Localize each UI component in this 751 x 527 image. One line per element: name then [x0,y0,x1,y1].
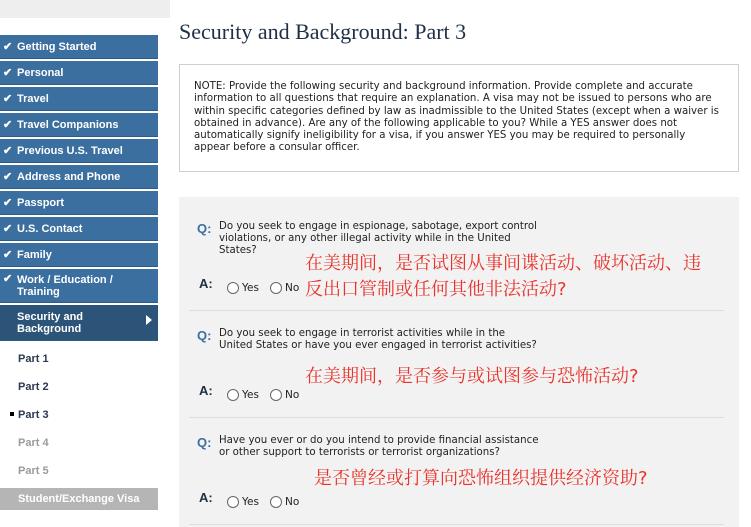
sidebar-item-label: Family [17,248,52,261]
checkmark-icon: ✔ [3,41,13,53]
sidebar-subitem-label: Part 1 [18,353,49,365]
sidebar-item-label: Work / Education / Training [17,273,113,298]
sidebar-item-work-education-training[interactable] [0,269,158,303]
sidebar-item-label: Travel Companions [17,118,119,131]
question-text: Do you seek to engage in terrorist activities while in the United States or have you ever engaged in terrorist activities? [219,328,537,352]
sidebar-item-label: Travel [17,92,49,105]
sidebar-item-address-and-phone[interactable] [0,165,158,189]
answer-label: A: [199,383,213,398]
yes-radio[interactable] [227,389,239,401]
answer-label: A: [199,276,213,291]
checkmark-icon: ✔ [3,93,13,105]
chinese-annotation: 在美期间，是否参与或试图参与恐怖活动? [305,366,639,387]
sidebar-item-personal[interactable] [0,61,158,85]
chinese-annotation: 在美期间，是否试图从事间谍活动、破坏活动、违反出口管制或任何其他非法活动? [305,253,701,300]
sidebar-item-label: Previous U.S. Travel [17,144,123,157]
sidebar-item-label: U.S. Contact [17,222,83,235]
sidebar-item-label: Personal [17,66,64,79]
sidebar-subitem-part-2[interactable] [0,373,158,401]
current-marker-icon [10,412,14,416]
no-radio-label[interactable]: No [285,389,300,401]
question-divider [189,417,724,418]
sidebar-subitem-label: Part 3 [18,409,49,421]
question-divider [189,524,724,525]
sidebar-item-getting-started[interactable] [0,35,158,59]
sidebar-header-strip [0,0,170,18]
yes-radio-label[interactable]: Yes [242,496,259,508]
sidebar-item-label: Security and Background [17,310,84,335]
sidebar-item-previous-us-travel[interactable] [0,139,158,163]
sidebar-subitem-label: Part 5 [18,465,49,477]
sidebar-item-security-and-background[interactable] [0,305,158,341]
sidebar-subitem-label: Part 4 [18,437,49,449]
arrow-right-icon [146,315,152,325]
no-radio[interactable] [270,496,282,508]
sidebar-item-us-contact[interactable] [0,217,158,241]
no-radio-label[interactable]: No [285,282,300,294]
checkmark-icon: ✔ [3,223,13,235]
yes-radio[interactable] [227,282,239,294]
yes-radio[interactable] [227,496,239,508]
sidebar-subitem-label: Part 2 [18,381,49,393]
sidebar-item-label: Student/Exchange Visa [18,493,140,505]
question-text: Have you ever or do you intend to provide financial assistance or other support to terrorists or terrorist organizations? [219,435,539,459]
sidebar-subitem-part-3[interactable] [0,401,158,429]
question-divider [189,310,724,311]
question-label: Q: [197,328,212,343]
chinese-annotation: 是否曾经或打算向恐怖组织提供经济资助? [314,468,648,489]
yes-radio-label[interactable]: Yes [242,282,259,294]
questions-panel [179,197,739,527]
no-radio[interactable] [270,282,282,294]
answer-label: A: [199,490,213,505]
checkmark-icon: ✔ [3,249,13,261]
question-label: Q: [197,435,212,450]
no-radio-label[interactable]: No [285,496,300,508]
note-box [179,64,739,172]
sidebar-item-label: Address and Phone [17,170,121,183]
checkmark-icon: ✔ [3,67,13,79]
sidebar-subitem-part-4[interactable] [0,429,158,457]
checkmark-icon: ✔ [3,171,13,183]
checkmark-icon: ✔ [3,119,13,131]
sidebar-item-travel-companions[interactable] [0,113,158,137]
sidebar-item-passport[interactable] [0,191,158,215]
sidebar-item-student-exchange-visa [0,488,158,510]
sidebar-subitem-part-1[interactable] [0,345,158,373]
yes-radio-label[interactable]: Yes [242,389,259,401]
page-title: Security and Background: Part 3 [179,19,467,44]
sidebar-item-label: Getting Started [17,40,97,53]
note-text: NOTE: Provide the following security and background information. Provide complete and accurate information to all questions that require an explanation. A visa may not be issued to persons who are within specific categories defined by law as inadmissible to the United States (except when a waiver is obtained in advance). Are any of the following applicable to you? While a YES answer does not automatically signify ineligibility for a visa, if you answer YES you may be required to personally appear before a consular officer. [194,81,719,154]
question-label: Q: [197,221,212,236]
sidebar-subitem-part-5[interactable] [0,457,158,485]
checkmark-icon: ✔ [3,197,13,209]
checkmark-icon: ✔ [3,145,13,157]
sidebar-item-label: Passport [17,196,65,209]
question-text: Do you seek to engage in espionage, sabotage, export control violations, or any other illegal activity while in the United States? [219,221,537,257]
checkmark-icon: ✔ [3,273,13,285]
sidebar-item-family[interactable] [0,243,158,267]
sidebar-nav [0,35,158,510]
sidebar-item-travel[interactable] [0,87,158,111]
no-radio[interactable] [270,389,282,401]
